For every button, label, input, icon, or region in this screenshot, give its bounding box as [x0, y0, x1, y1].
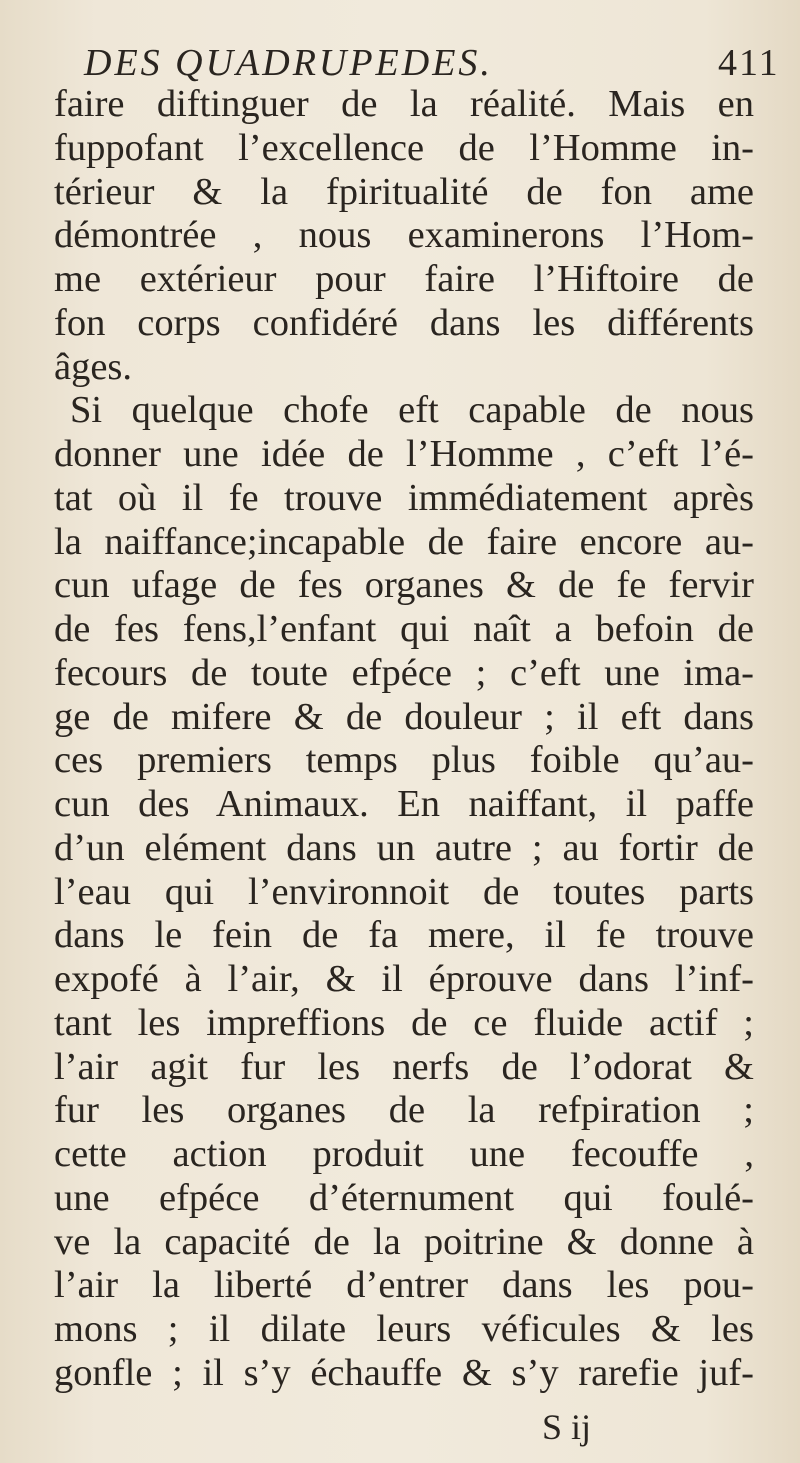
- text-line: l’air agit fur les nerfs de l’odorat &: [54, 1046, 754, 1088]
- text-line: fon corps confidéré dans les différents: [54, 302, 754, 344]
- text-line: térieur & la fpiritualité de fon ame: [54, 171, 754, 213]
- text-line: fecours de toute efpéce ; c’eft une ima-: [54, 652, 754, 694]
- text-line: de fes fens,l’enfant qui naît a befoin de: [54, 608, 754, 650]
- text-line: gonfle ; il s’y échauffe & s’y rarefie juf-: [54, 1352, 754, 1394]
- text-line: fur les organes de la refpiration ;: [54, 1089, 754, 1131]
- text-line: fuppofant l’excellence de l’Homme in-: [54, 127, 754, 169]
- text-line: expofé à l’air, & il éprouve dans l’inf-: [54, 958, 754, 1000]
- text-line: ve la capacité de la poitrine & donne à: [54, 1221, 754, 1263]
- text-line: tant les impreffions de ce fluide actif ;: [54, 1002, 754, 1044]
- text-line: d’un elément dans un autre ; au fortir de: [54, 827, 754, 869]
- text-line: faire diftinguer de la réalité. Mais en: [54, 83, 754, 125]
- running-title: DES QUADRUPEDES.: [84, 42, 493, 84]
- text-line: âges.: [54, 346, 133, 388]
- text-line: me extérieur pour faire l’Hiftoire de: [54, 258, 754, 300]
- text-line: l’air la liberté d’entrer dans les pou-: [54, 1264, 754, 1306]
- text-line: mons ; il dilate leurs véficules & les: [54, 1308, 754, 1350]
- text-line: ces premiers temps plus foible qu’au-: [54, 739, 754, 781]
- text-line: l’eau qui l’environnoit de toutes parts: [54, 871, 754, 913]
- text-line: donner une idée de l’Homme , c’eft l’é-: [54, 433, 754, 475]
- text-line: cun des Animaux. En naiffant, il paffe: [54, 783, 754, 825]
- text-line: démontrée , nous examinerons l’Hom-: [54, 214, 754, 256]
- signature-mark: S ij: [542, 1407, 592, 1447]
- text-line: une efpéce d’éternument qui foulé-: [54, 1177, 754, 1219]
- text-line: la naiffance;incapable de faire encore au-: [54, 521, 754, 563]
- page-number: 411: [718, 42, 780, 84]
- text-line: dans le fein de fa mere, il fe trouve: [54, 914, 754, 956]
- text-line: cette action produit une fecouffe ,: [54, 1133, 754, 1175]
- text-line: cun ufage de fes organes & de fe fervir: [54, 564, 754, 606]
- paragraph-start-line: Si quelque chofe eft capable de nous: [70, 389, 754, 431]
- text-line: tat où il fe trouve immédiatement après: [54, 477, 754, 519]
- text-line: ge de mifere & de douleur ; il eft dans: [54, 696, 754, 738]
